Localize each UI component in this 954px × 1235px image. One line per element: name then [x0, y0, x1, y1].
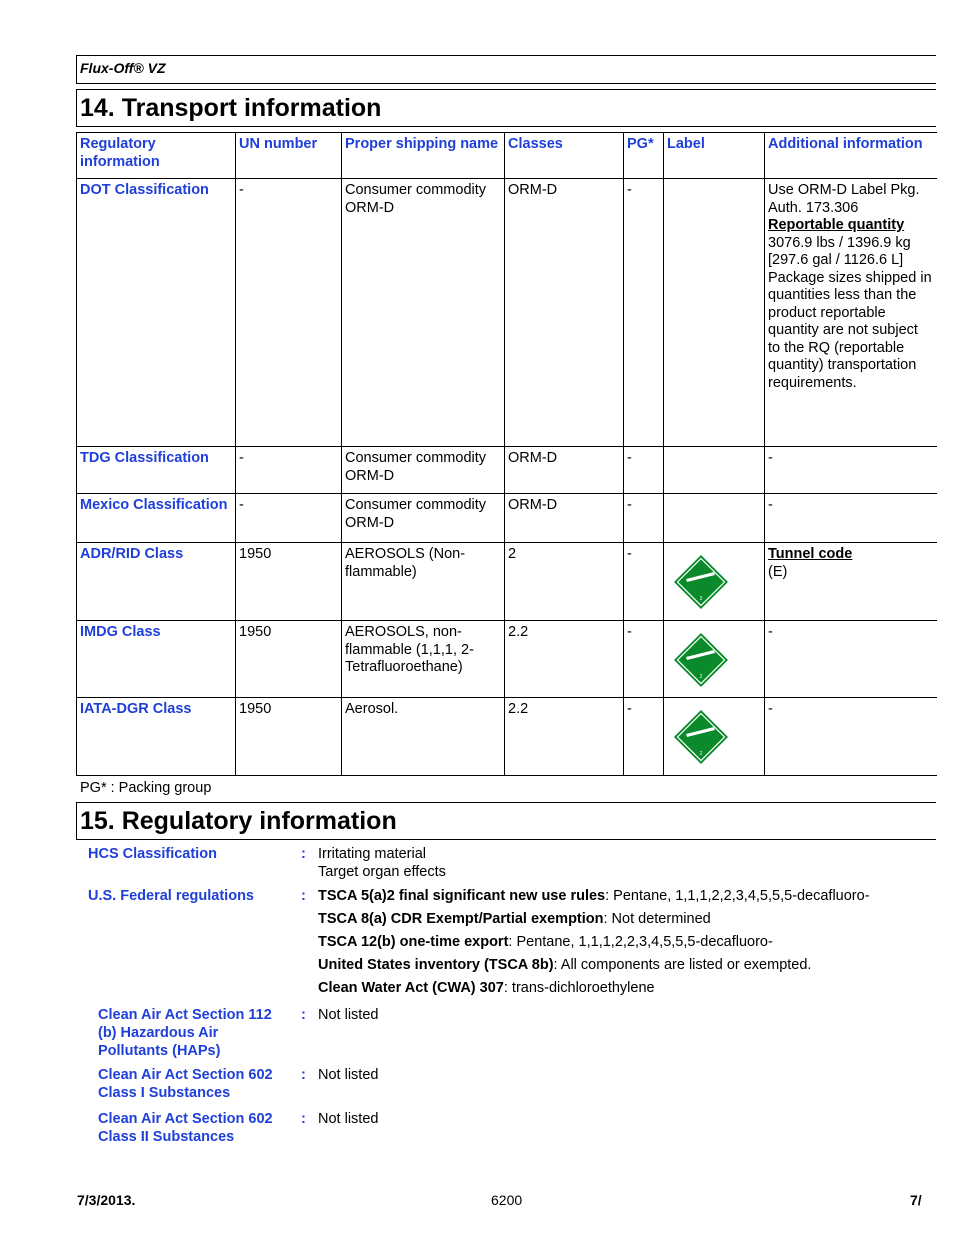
col-header: Regulatory information [77, 133, 236, 179]
tunnel-code-value: (E) [768, 563, 788, 580]
caa-602-class1-row: Clean Air Act Section 602 Class I Substances : Not listed [80, 1066, 936, 1102]
federal-item: TSCA 8(a) CDR Exempt/Partial exemption: Not determined [318, 911, 711, 927]
section-15-title: 15. Regulatory information [76, 802, 936, 840]
additional-info [765, 543, 937, 621]
additional-info: Use ORM-D Label Pkg. Auth. 173.306 Reportable quantity 3076.9 lbs / 1396.9 kg [297.6 gal / 1126.6 L] Package sizes shipped in quantities less than the product reportable quantity are not subject to the RQ (reportable quantity) transportation requirements. [765, 179, 937, 447]
tunnel-code-heading: Tunnel code [768, 546, 853, 562]
additional-info: - [765, 447, 937, 494]
shipping-name: Consumer commodity ORM-D [342, 447, 505, 494]
pg-value: - [624, 543, 664, 621]
footer-page: 7/ [910, 1192, 922, 1208]
caa-602-class1-value: Not listed [318, 1067, 379, 1083]
caa-602-class2-value: Not listed [318, 1111, 379, 1127]
federal-item: TSCA 12(b) one-time export: Pentane, 1,1,1,2,2,3,4,5,5,5-decafluoro- [318, 934, 773, 950]
un-number: - [236, 179, 342, 447]
additional-info: - [765, 698, 937, 776]
product-name: Flux-Off® VZ [80, 60, 166, 76]
table-row [77, 698, 937, 776]
shipping-name: AEROSOLS (Non-flammable) [342, 543, 505, 621]
transport-table [76, 132, 937, 776]
class-value: ORM-D [505, 494, 624, 543]
caa-602-class1-label: Clean Air Act Section 602 Class I Substances [98, 1067, 273, 1101]
packing-group-footnote: PG* : Packing group [80, 780, 212, 796]
pg-value: - [624, 447, 664, 494]
class-value: ORM-D [505, 447, 624, 494]
svg-text:2: 2 [699, 596, 703, 602]
table-row [77, 447, 937, 494]
label-cell [664, 621, 765, 698]
svg-text:2: 2 [699, 674, 703, 680]
footer-date: 7/3/2013. [77, 1192, 136, 1208]
table-row [77, 494, 937, 543]
caa-602-class2-row: Clean Air Act Section 602 Class II Substances : Not listed [80, 1110, 936, 1146]
shipping-name: AEROSOLS, non-flammable (1,1,1, 2-Tetrafluoroethane) [342, 621, 505, 698]
additional-info: - [765, 621, 937, 698]
caa-602-class2-label: Clean Air Act Section 602 Class II Substances [98, 1111, 273, 1145]
federal-label: U.S. Federal regulations [88, 888, 254, 904]
footer-code: 6200 [491, 1192, 523, 1208]
caa-112-label: Clean Air Act Section 112 (b) Hazardous Air Pollutants (HAPs) [98, 1007, 272, 1059]
un-number: 1950 [236, 698, 342, 776]
table-row [77, 543, 937, 621]
regulatory-list [80, 845, 936, 1146]
col-header: Label [664, 133, 765, 179]
nonflammable-gas-placard-icon [673, 632, 729, 688]
pg-value: - [624, 179, 664, 447]
row-heading: TDG Classification [77, 447, 236, 494]
federal-row: U.S. Federal regulations : TSCA 5(a)2 final significant new use rules: Pentane, 1,1,1,2,2,3,4,5,5,5-decafluoro- TSCA 8(a) CDR Exempt/Partial exemption: Not determined TSCA 12(b) one-time export: Pentane, 1,1,1,2,2,3,4,5,5,5-decafluoro- United States inventory (TSCA 8b): All components are listed or exempted. Clean Water Act (CWA) 307: trans-dichloroethylene [80, 887, 936, 1002]
col-header: PG* [624, 133, 664, 179]
table-row [77, 179, 937, 447]
label-cell [664, 494, 765, 543]
federal-item: United States inventory (TSCA 8b): All components are listed or exempted. [318, 957, 812, 973]
nonflammable-gas-placard-icon [673, 709, 729, 765]
table-header-row [77, 133, 937, 179]
class-value: 2.2 [505, 698, 624, 776]
label-cell [664, 179, 765, 447]
class-value: 2.2 [505, 621, 624, 698]
shipping-name: Consumer commodity ORM-D [342, 494, 505, 543]
shipping-name: Aerosol. [342, 698, 505, 776]
un-number: - [236, 494, 342, 543]
col-header: Proper shipping name [342, 133, 505, 179]
row-heading: ADR/RID Class [77, 543, 236, 621]
rq-heading: Reportable quantity [768, 217, 905, 233]
nonflammable-gas-placard-icon [673, 554, 729, 610]
col-header: UN number [236, 133, 342, 179]
label-cell [664, 447, 765, 494]
row-heading: IATA-DGR Class [77, 698, 236, 776]
federal-item: TSCA 5(a)2 final significant new use rules: Pentane, 1,1,1,2,2,3,4,5,5,5-decafluoro- [318, 888, 870, 904]
additional-info: - [765, 494, 937, 543]
un-number: - [236, 447, 342, 494]
row-heading: Mexico Classification [77, 494, 236, 543]
row-heading: DOT Classification [77, 179, 236, 447]
col-header: Additional information [765, 133, 937, 179]
federal-item: Clean Water Act (CWA) 307: trans-dichloroethylene [318, 980, 655, 996]
class-value: ORM-D [505, 179, 624, 447]
row-heading: IMDG Class [77, 621, 236, 698]
label-cell [664, 698, 765, 776]
table-row [77, 621, 937, 698]
section-14-title: 14. Transport information [76, 89, 936, 127]
class-value: 2 [505, 543, 624, 621]
pg-value: - [624, 621, 664, 698]
hcs-label: HCS Classification [88, 846, 217, 862]
col-header: Classes [505, 133, 624, 179]
pg-value: - [624, 698, 664, 776]
shipping-name: Consumer commodity ORM-D [342, 179, 505, 447]
caa-112-value: Not listed [318, 1007, 379, 1023]
un-number: 1950 [236, 543, 342, 621]
svg-text:2: 2 [699, 751, 703, 757]
caa-112-row: Clean Air Act Section 112 (b) Hazardous Air Pollutants (HAPs) : Not listed [80, 1006, 936, 1060]
product-header [76, 55, 936, 84]
hcs-row: HCS Classification : Irritating material Target organ effects [80, 845, 936, 881]
label-cell [664, 543, 765, 621]
pg-value: - [624, 494, 664, 543]
un-number: 1950 [236, 621, 342, 698]
